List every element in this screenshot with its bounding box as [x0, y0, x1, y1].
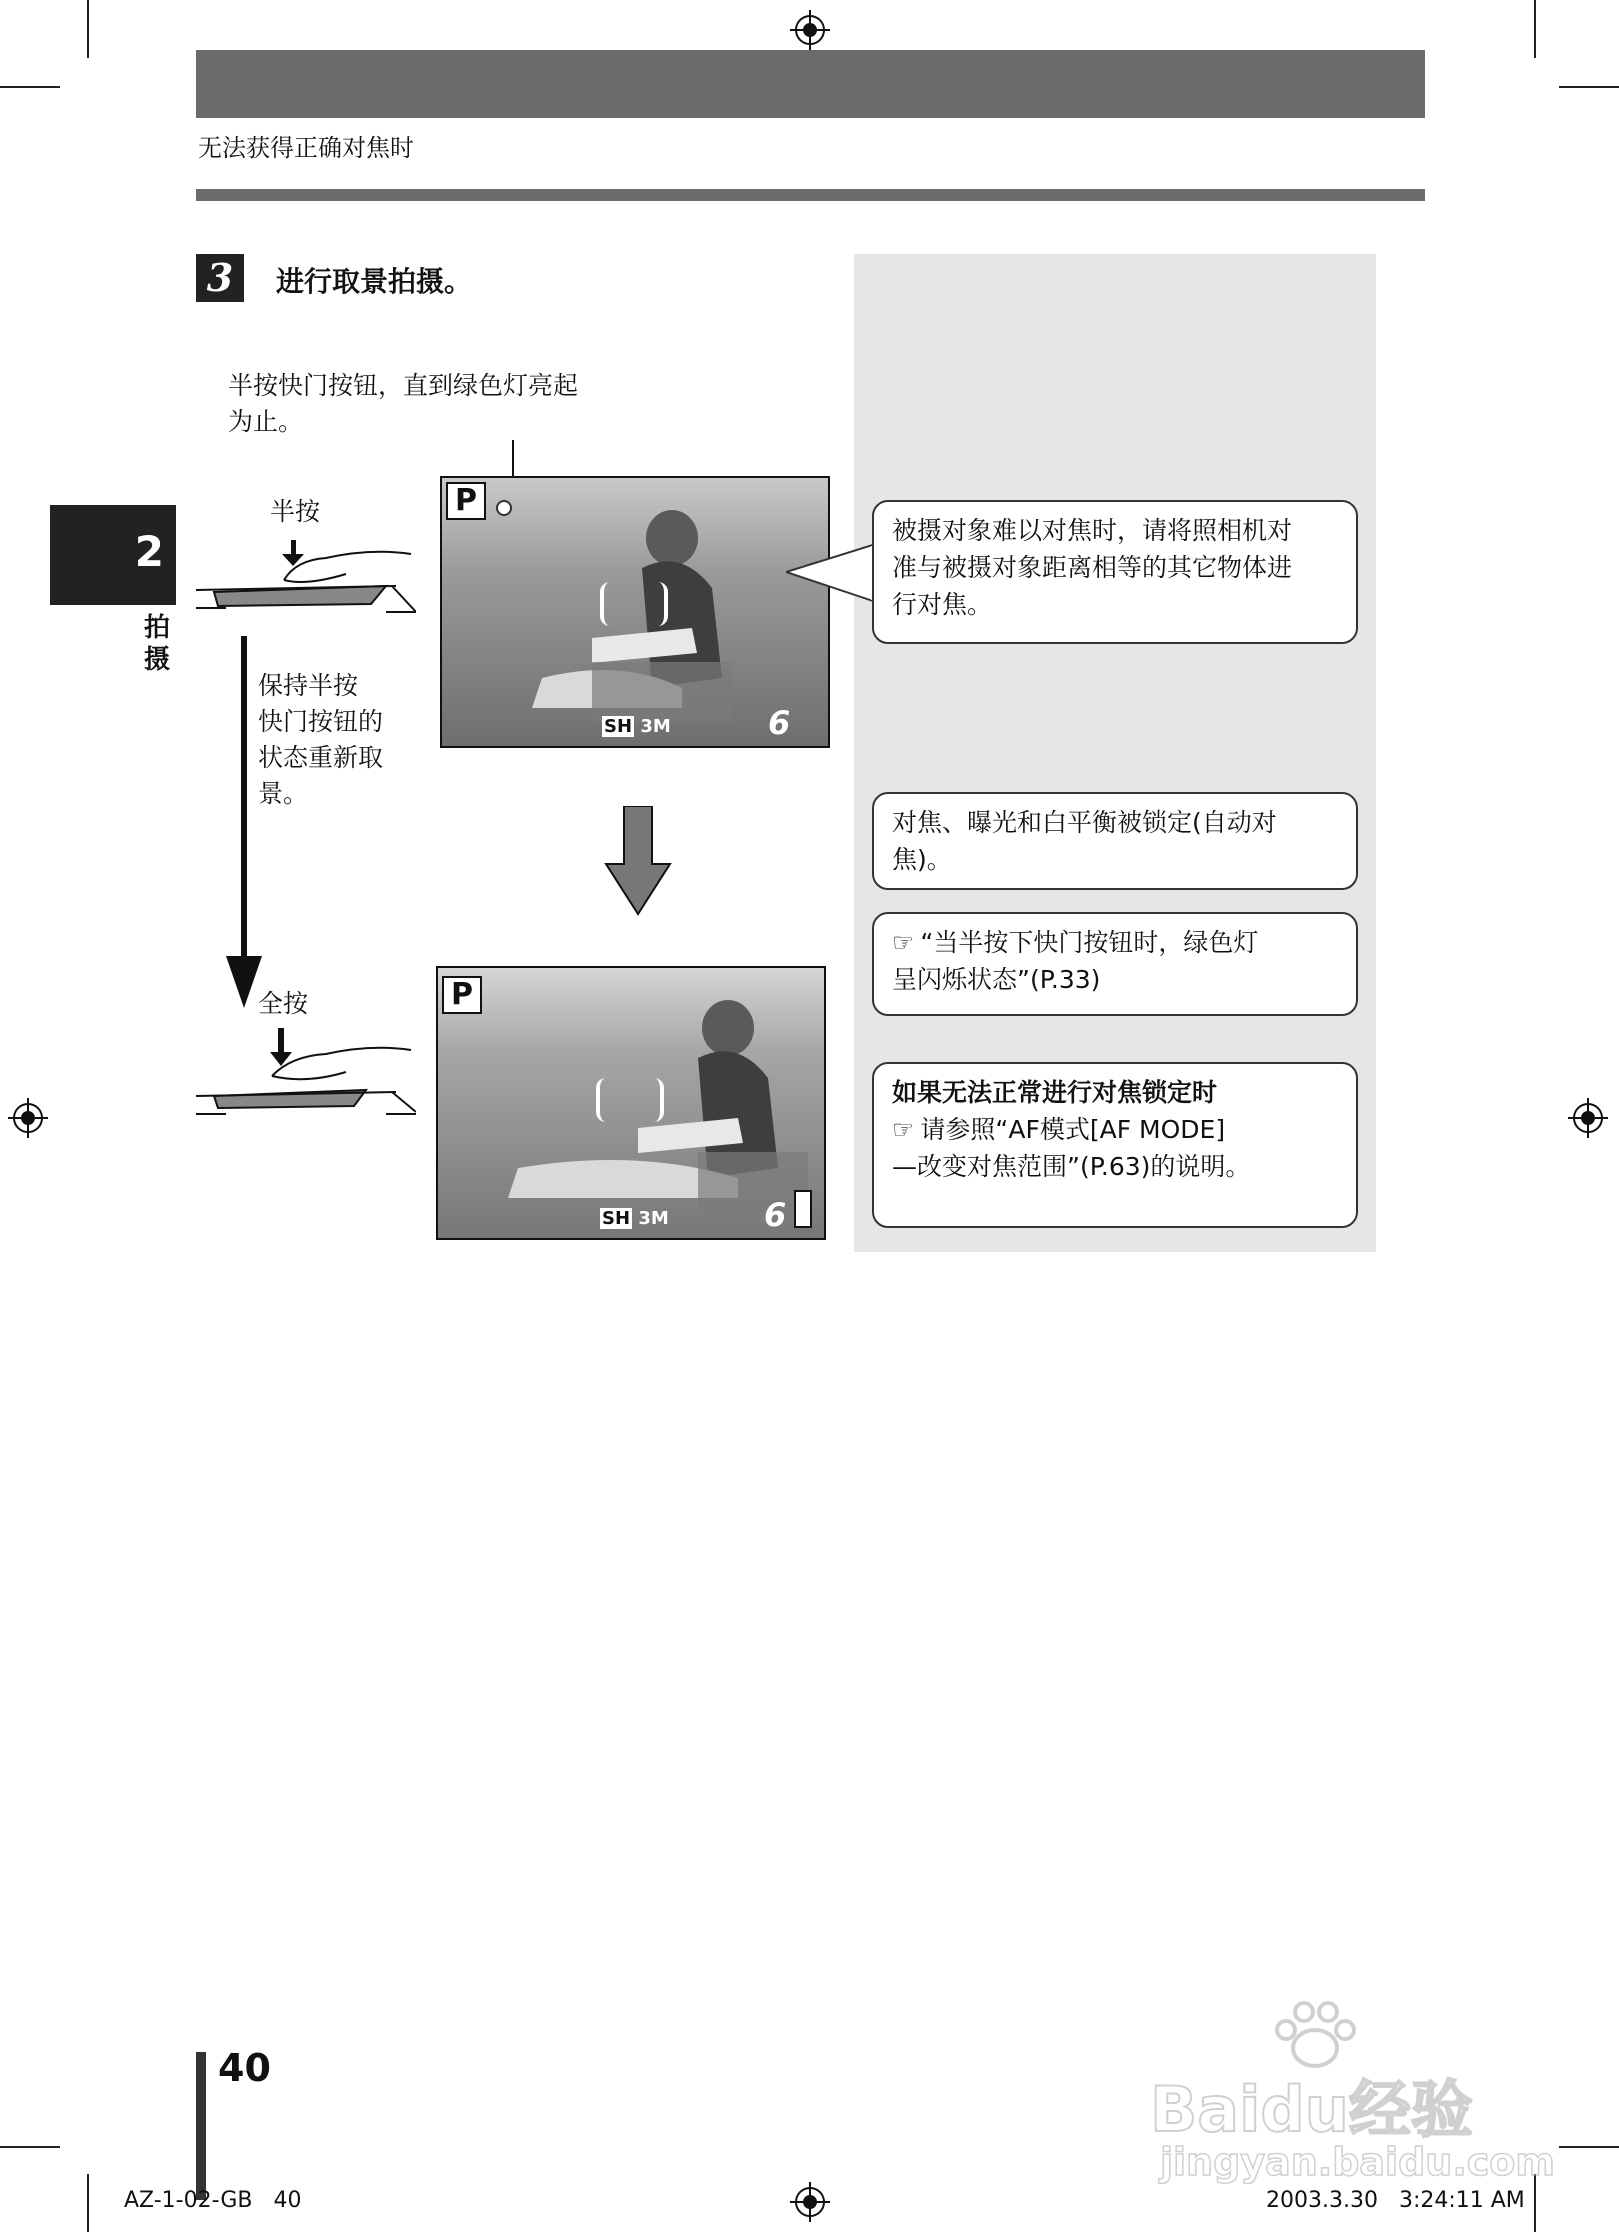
quality-badge: SH — [602, 1208, 631, 1229]
callout-lock — [872, 792, 1358, 890]
text-line: 行对焦。 — [892, 590, 993, 619]
text-line: 景。 — [258, 779, 309, 808]
size-readout: 3M — [640, 716, 671, 737]
baidu-watermark — [1150, 2000, 1555, 2200]
callout-af-mode — [872, 1062, 1358, 1228]
page-number-bar — [196, 2052, 206, 2200]
reference-hand-icon: ☞ — [892, 1115, 915, 1144]
shots-remaining: 6 — [764, 1196, 787, 1234]
footer-left: AZ-1-02-GB 40 — [124, 2188, 302, 2213]
mode-badge: P — [442, 976, 482, 1014]
page-number: 40 — [218, 2046, 271, 2090]
crop-mark — [1559, 2146, 1619, 2148]
text-line — [892, 1111, 1338, 1148]
text-line: 准与被摄对象距离相等的其它物体进 — [892, 553, 1293, 582]
af-target-mark — [596, 1078, 664, 1122]
header-bar — [196, 50, 1425, 118]
registration-mark-icon — [790, 2182, 830, 2222]
text-line: 状态重新取 — [258, 743, 384, 772]
text-line: 半按快门按钮，直到绿色灯亮起 — [228, 371, 579, 400]
reference-hand-icon: ☞ — [892, 928, 915, 957]
crop-mark — [1534, 0, 1536, 58]
callout-reference-green-lamp — [872, 912, 1358, 1016]
crop-mark — [0, 86, 60, 88]
half-press-description — [228, 368, 578, 440]
image-quality-readout — [600, 1208, 669, 1229]
registration-mark-icon — [8, 1098, 48, 1138]
half-press-shutter-illustration — [196, 530, 416, 626]
green-lamp-indicator — [496, 500, 512, 516]
text-line: 保持半按 — [258, 671, 359, 700]
chapter-tab — [50, 505, 176, 605]
quality-badge: SH — [604, 716, 633, 737]
af-target-mark — [600, 582, 668, 626]
step-title: 进行取景拍摄。 — [276, 265, 473, 298]
chapter-number: 2 — [134, 527, 164, 576]
text-line: 快门按钮的 — [258, 707, 384, 736]
hold-description — [258, 668, 383, 812]
down-arrow-icon — [604, 806, 672, 916]
image-quality-readout — [602, 716, 671, 737]
crop-mark — [0, 2146, 60, 2148]
battery-icon — [794, 1190, 812, 1228]
text-line: 对焦、曝光和白平衡被锁定(自动对 — [892, 808, 1277, 837]
half-press-label: 半按 — [270, 497, 321, 526]
crop-mark — [1559, 86, 1619, 88]
text-line: —改变对焦范围”(P.63)的说明。 — [892, 1152, 1251, 1181]
callout-pointer — [786, 540, 876, 620]
registration-mark-icon — [790, 10, 830, 50]
size-readout: 3M — [638, 1208, 669, 1229]
text-line: 焦)。 — [892, 845, 952, 874]
callout-heading: 如果无法正常进行对焦锁定时 — [892, 1078, 1218, 1107]
shots-remaining: 6 — [768, 704, 791, 742]
text-span: “当半按下快门按钮时，绿色灯 — [920, 928, 1259, 957]
lcd-screen-half-press — [440, 476, 830, 748]
header-rule — [196, 189, 1425, 201]
text-line: 为止。 — [228, 407, 304, 436]
watermark-url: jingyan.baidu.com — [1160, 2140, 1555, 2184]
lcd-screen-full-press — [436, 966, 826, 1240]
text-line: 被摄对象难以对焦时，请将照相机对 — [892, 516, 1293, 545]
full-press-label: 全按 — [258, 989, 309, 1018]
footer-right: 2003.3.30 3:24:11 AM — [1266, 2188, 1525, 2213]
crop-mark — [87, 2174, 89, 2232]
chapter-label: 拍摄 — [143, 613, 170, 675]
text-line: 呈闪烁状态”(P.33) — [892, 965, 1101, 994]
watermark-text: Baidu经验 — [1150, 2073, 1473, 2146]
step-number: 3 — [196, 254, 244, 302]
text-span: 请参照“AF模式[AF MODE] — [920, 1115, 1226, 1144]
crop-mark — [87, 0, 89, 58]
registration-mark-icon — [1568, 1098, 1608, 1138]
section-title: 无法获得正确对焦时 — [198, 134, 414, 162]
text-line — [892, 924, 1338, 961]
mode-badge: P — [446, 482, 486, 520]
callout-hard-to-focus — [872, 500, 1358, 644]
full-press-shutter-illustration — [196, 1026, 416, 1122]
